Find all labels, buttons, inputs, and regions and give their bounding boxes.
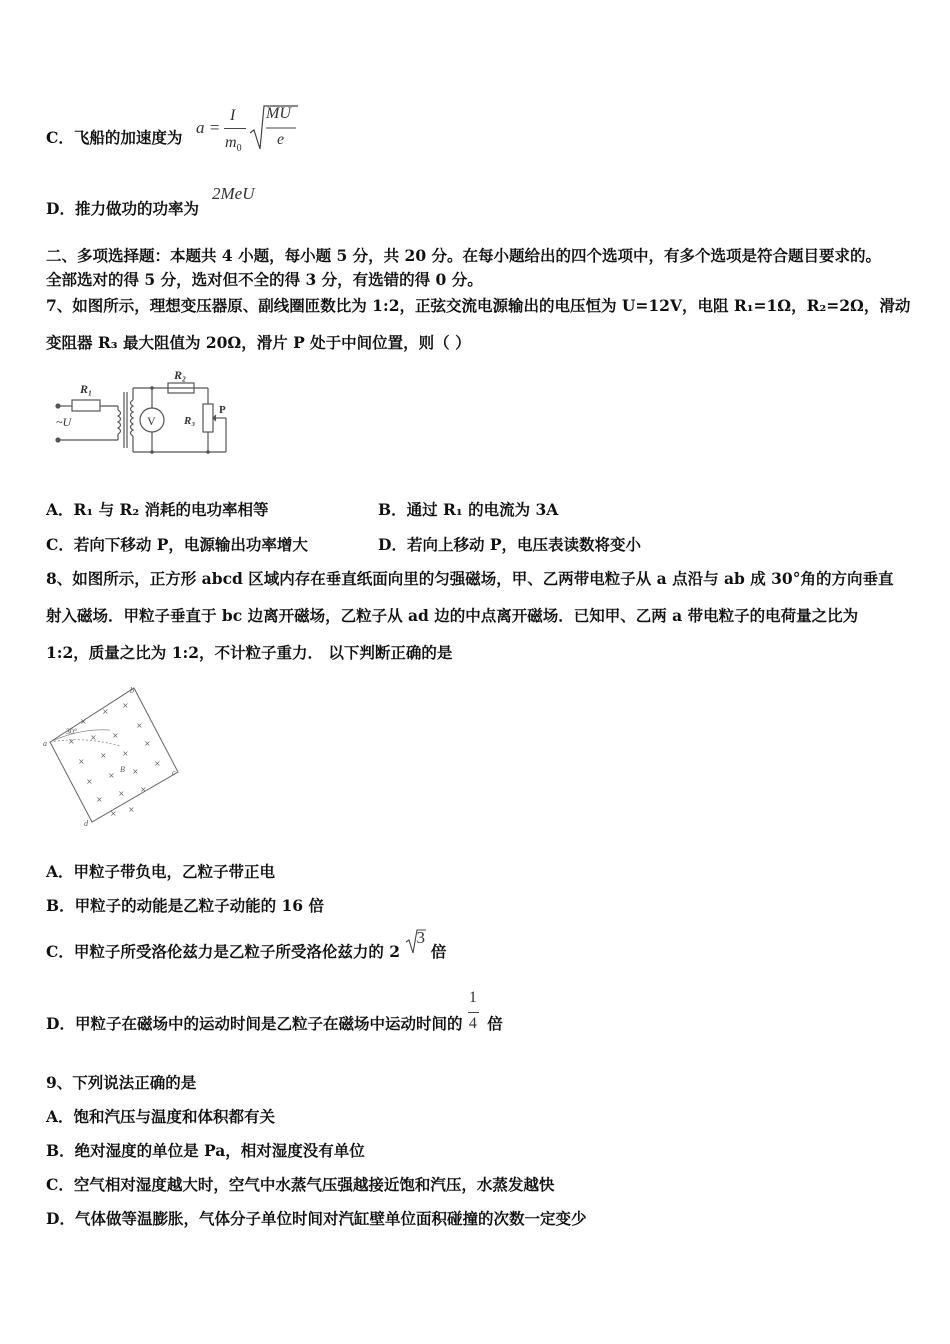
q8-option-c: C．甲粒子所受洛伦兹力是乙粒子所受洛伦兹力的 2 3 倍	[46, 928, 447, 961]
svg-text:×: ×	[128, 805, 135, 814]
svg-text:×: ×	[90, 733, 97, 742]
svg-text:×: ×	[108, 771, 115, 780]
svg-text:×: ×	[78, 757, 85, 766]
q7-stem-line-1: 7、如图所示，理想变压器原、副线圈匝数比为 1:2，正弦交流电源输出的电压恒为 U=12V，电阻 R₁=1Ω，R₂=2Ω，滑动	[46, 296, 911, 315]
svg-text:×: ×	[144, 739, 151, 748]
q7-circuit-diagram	[50, 366, 250, 456]
q8-option-b: B．甲粒子的动能是乙粒子动能的 16 倍	[46, 896, 324, 915]
svg-text:×: ×	[112, 731, 119, 740]
q6-option-c-label: C．飞船的加速度为	[46, 128, 183, 147]
fig-label-d: d	[84, 819, 88, 828]
fig-label-b: b	[130, 686, 134, 695]
q7-option-d: D．若向上移动 P，电压表读数将变小	[378, 535, 641, 554]
svg-text:×: ×	[110, 809, 117, 818]
q7-stem-line-2: 变阻器 R₃ 最大阻值为 20Ω，滑片 P 处于中间位置，则（ ）	[46, 333, 471, 352]
svg-text:×: ×	[132, 767, 139, 776]
sqrt-three: 3	[405, 942, 425, 962]
section-2-line-1: 二、多项选择题：本题共 4 小题，每小题 5 分，共 20 分。在每小题给出的四个选项中，有多个选项是符合题目要求的。	[46, 246, 882, 265]
q6-option-d-formula: 2MeU	[212, 184, 255, 203]
q7-option-c: C．若向下移动 P，电源输出功率增大	[46, 535, 308, 554]
fig-label-r3: R₃	[184, 415, 196, 427]
q7-option-b: B．通过 R₁ 的电流为 3A	[378, 500, 559, 519]
q9-stem: 9、下列说法正确的是	[46, 1073, 197, 1092]
fig-label-u: ~U	[56, 415, 72, 429]
q8-stem-line-2: 射入磁场．甲粒子垂直于 bc 边离开磁场，乙粒子从 ad 边的中点离开磁场．已知甲、乙两 a 带电粒子的电荷量之比为	[46, 606, 859, 625]
q9-option-b: B．绝对湿度的单位是 Pa，相对湿度没有单位	[46, 1141, 365, 1160]
svg-text:×: ×	[68, 737, 75, 746]
q9-option-d: D．气体做等温膨胀，气体分子单位时间对汽缸壁单位面积碰撞的次数一定变少	[46, 1209, 587, 1228]
fig-label-c: c	[172, 768, 176, 777]
q8-stem-line-3: 1:2，质量之比为 1:2，不计粒子重力． 以下判断正确的是	[46, 643, 453, 662]
q8-option-a: A．甲粒子带负电，乙粒子带正电	[46, 862, 276, 881]
fig-label-v: V	[147, 414, 156, 428]
q9-option-a: A．饱和汽压与温度和体积都有关	[46, 1107, 276, 1126]
q8-option-d: D．甲粒子在磁场中的运动时间是乙粒子在磁场中运动时间的 $\frac{1}{4}$ 倍	[46, 989, 503, 1033]
fig-label-b-field: B	[120, 765, 125, 774]
svg-text:×: ×	[122, 749, 129, 758]
fig-label-p: P	[219, 404, 226, 416]
q6-option-d-label: D．推力做功的功率为	[46, 199, 199, 218]
fraction-one-quarter: $\frac{1}{4}$	[468, 989, 477, 1032]
formula-numerator: I	[230, 107, 236, 124]
svg-text:×: ×	[140, 785, 147, 794]
formula-denominator: $m_0$	[225, 134, 242, 155]
svg-text:×: ×	[118, 789, 125, 798]
formula-radical-denominator: e	[277, 131, 285, 148]
fig-label-r1: R₁	[80, 382, 93, 396]
formula-radical-numerator: MU	[266, 105, 291, 122]
svg-text:×: ×	[122, 701, 129, 710]
q7-option-a: A．R₁ 与 R₂ 消耗的电功率相等	[46, 500, 269, 519]
fig-label-angle: 30°	[66, 727, 78, 736]
svg-text:×: ×	[80, 717, 87, 726]
svg-text:×: ×	[86, 777, 93, 786]
section-2-line-2: 全部选对的得 5 分，选对但不全的得 3 分，有选错的得 0 分。	[46, 270, 483, 289]
svg-text:×: ×	[136, 721, 143, 730]
svg-text:×: ×	[102, 707, 109, 716]
q8-magnetic-field-diagram	[40, 684, 190, 830]
q9-option-c: C．空气相对湿度越大时，空气中水蒸气压强越接近饱和汽压，水蒸发越快	[46, 1175, 555, 1194]
svg-text:×: ×	[96, 795, 103, 804]
formula-a: a =	[196, 118, 221, 137]
svg-text:×: ×	[154, 759, 161, 768]
fig-label-r2: R₂	[174, 368, 187, 382]
q8-stem-line-1: 8、如图所示，正方形 abcd 区域内存在垂直纸面向里的匀强磁场，甲、乙两带电粒子从 a 点沿与 ab 成 30°角的方向垂直	[46, 569, 894, 588]
svg-text:×: ×	[100, 751, 107, 760]
fig-label-a: a	[43, 739, 47, 748]
